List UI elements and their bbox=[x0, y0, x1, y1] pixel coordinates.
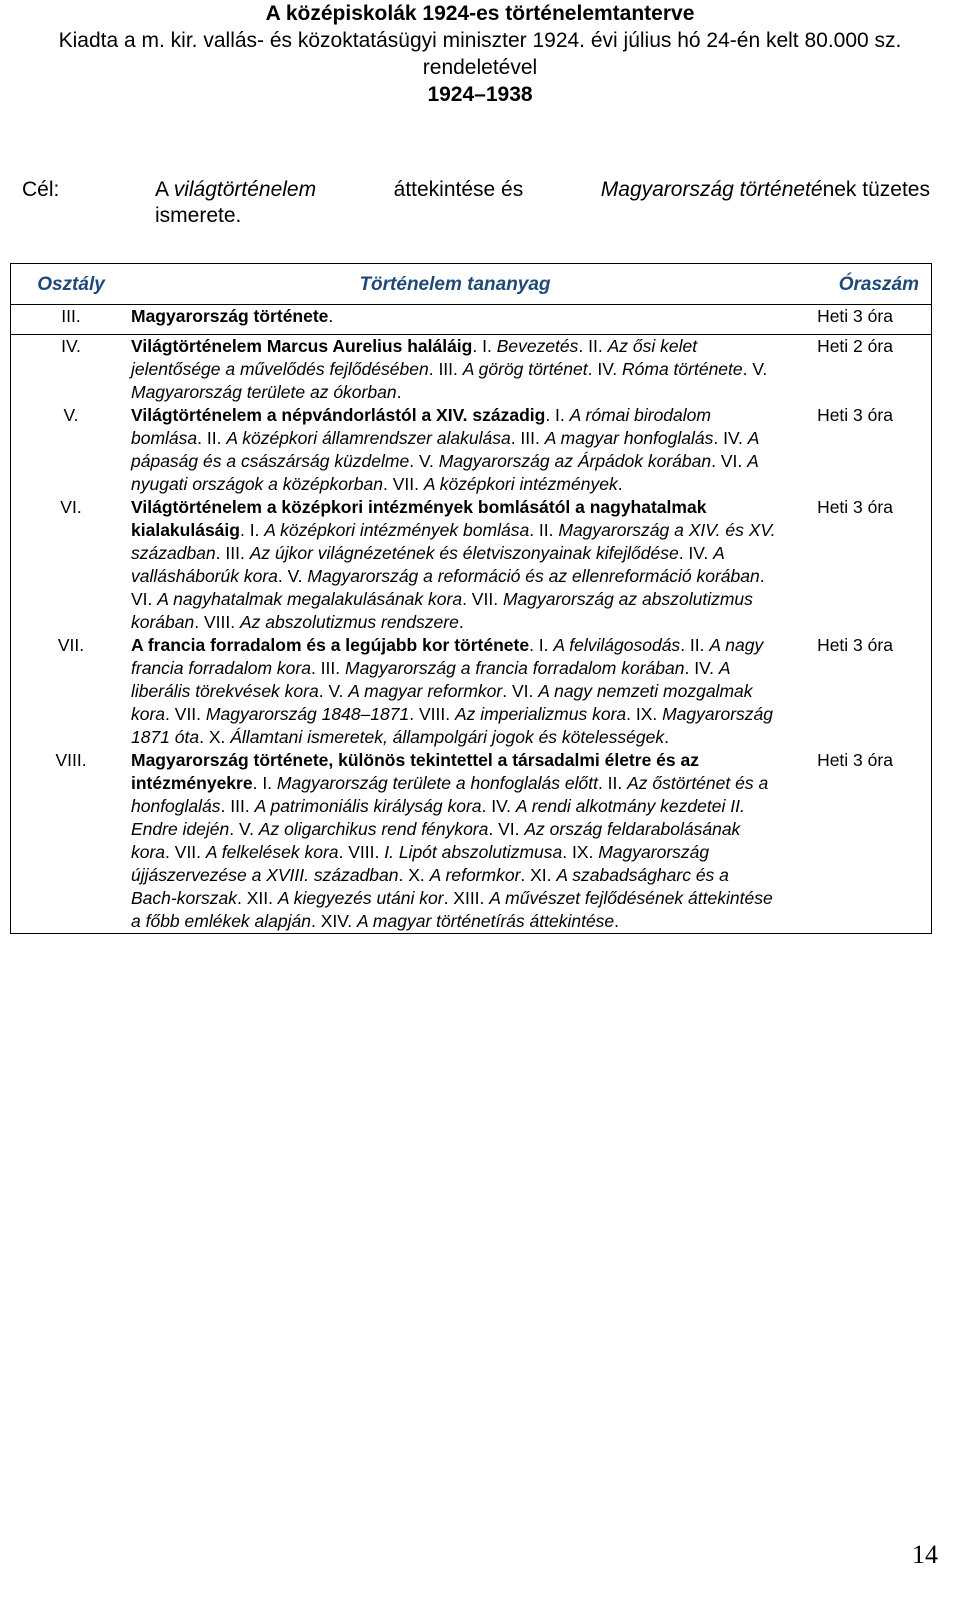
content-cell bbox=[131, 749, 779, 934]
goal-text bbox=[155, 177, 930, 229]
topic-title: Világtörténelem a középkori intézmények bomlásától a nagyhatalmak kialakulásáig bbox=[131, 497, 707, 540]
table-row bbox=[11, 749, 932, 934]
subtopic: Magyarország a francia forradalom korában bbox=[345, 658, 685, 678]
document-title: A középiskolák 1924-es történelemtanterve bbox=[265, 2, 695, 25]
subtopic: Róma története bbox=[622, 359, 743, 379]
table-row bbox=[11, 496, 932, 634]
subtopic-number: . II. bbox=[578, 336, 608, 356]
goal-a: A bbox=[155, 178, 174, 201]
content-cell bbox=[131, 404, 779, 496]
topic-title: Magyarország története, különös tekintettel a társadalmi életre és az intézményekre bbox=[131, 750, 699, 793]
subtopic-number: . III. bbox=[428, 359, 463, 379]
publication-line: Kiadta a m. kir. vallás- és közoktatásügyi miniszter 1924. évi július hó 24-én kelt 80.000 sz. bbox=[58, 29, 902, 52]
subtopic: A római birodalom bomlása bbox=[131, 405, 711, 448]
subtopic: Magyarország újjászervezése a XVIII. században bbox=[131, 842, 710, 885]
header-content: Történelem tananyag bbox=[131, 264, 779, 305]
subtopic: A rendi alkotmány kezdetei II. Endre idején bbox=[131, 796, 745, 839]
subtopic-number: . V. bbox=[229, 819, 259, 839]
class-cell: VI. bbox=[60, 497, 82, 517]
topic-sep: . bbox=[328, 306, 334, 326]
subtopic-number: . II. bbox=[197, 428, 227, 448]
header-class: Osztály bbox=[11, 264, 132, 305]
subtopic: Államtani ismeretek, állampolgári jogok és kötelességek bbox=[230, 727, 665, 747]
table-row bbox=[11, 404, 932, 496]
subtopic-number: . III. bbox=[510, 428, 545, 448]
subtopic: A vallásháborúk kora bbox=[131, 543, 725, 586]
subtopic-number: . V. bbox=[742, 359, 768, 379]
subtopic: A magyar honfoglalás bbox=[544, 428, 714, 448]
subtopic-number: . II. bbox=[597, 773, 628, 793]
subtopic: A felvilágosodás bbox=[553, 635, 681, 655]
subtopic-number: . IV. bbox=[713, 428, 748, 448]
subtopic: Az újkor világnézetének és életviszonyainak kifejlődése bbox=[249, 543, 679, 563]
page-number: 14 bbox=[912, 1540, 938, 1569]
topic-title: Világtörténelem a népvándorlástól a XIV. századig bbox=[131, 405, 546, 425]
subtopic: A reformkor bbox=[429, 865, 521, 885]
subtopic-number: . VI. bbox=[131, 566, 765, 609]
subtopic: Az ország feldarabolásának kora bbox=[131, 819, 741, 862]
subtopic: A nagyhatalmak megalakulásának kora bbox=[157, 589, 463, 609]
goal-label: Cél: bbox=[22, 178, 60, 201]
content-cell bbox=[131, 496, 779, 634]
subtopic-number: . IV. bbox=[481, 796, 516, 816]
validity-years: 1924–1938 bbox=[427, 83, 533, 106]
subtopic: A középkori intézmények bbox=[423, 474, 618, 494]
subtopic-number: . XIII. bbox=[443, 888, 490, 908]
class-cell: V. bbox=[63, 405, 79, 425]
subtopic-number: . IV. bbox=[684, 658, 719, 678]
subtopic: A szabadságharc és a Bach-korszak bbox=[131, 865, 729, 908]
document-header bbox=[0, 0, 960, 108]
subtopic: Magyarország 1871 óta bbox=[131, 704, 773, 747]
subtopic: Magyarország területe a honfoglalás előtt bbox=[276, 773, 598, 793]
publication-line-cont: rendeletével bbox=[422, 56, 538, 79]
subtopic: A magyar reformkor bbox=[348, 681, 503, 701]
subtopic: A nagy nemzeti mozgalmak kora bbox=[131, 681, 753, 724]
hours-cell: Heti 3 óra bbox=[779, 305, 932, 335]
subtopic-number: . VI. bbox=[488, 819, 525, 839]
subtopic-number: . XIV. bbox=[310, 911, 358, 931]
content-cell bbox=[131, 335, 779, 405]
goal-detailed: nek tüzetes bbox=[822, 178, 930, 201]
subtopic: Az őstörténet és a honfoglalás bbox=[131, 773, 769, 816]
subtopic-number: . VI. bbox=[711, 451, 748, 471]
subtopic-number: . VIII. bbox=[338, 842, 385, 862]
goal-world-history: világtörténelem bbox=[173, 178, 317, 201]
subtopic-number: . II. bbox=[680, 635, 710, 655]
topic-sep: . I. bbox=[239, 520, 265, 540]
content-cell bbox=[131, 305, 779, 335]
subtopic-number: . XII. bbox=[237, 888, 278, 908]
subtopic: Magyarország a reformáció és az ellenreformáció korában bbox=[307, 566, 760, 586]
class-cell: IV. bbox=[61, 336, 81, 356]
subtopic: Az imperializmus kora bbox=[454, 704, 627, 724]
subtopic: I. Lipót abszolutizmusa bbox=[384, 842, 563, 862]
topic-title: A francia forradalom és a legújabb kor története bbox=[131, 635, 530, 655]
subtopic: Az abszolutizmus rendszere bbox=[239, 612, 459, 632]
subtopic-number: . IX. bbox=[562, 842, 599, 862]
topic-sep: . I. bbox=[472, 336, 497, 356]
subtopic-number: . VIII. bbox=[194, 612, 240, 632]
hours-cell: Heti 2 óra bbox=[817, 336, 893, 356]
class-cell: VII. bbox=[57, 635, 85, 655]
subtopic-number: . IV. bbox=[678, 543, 714, 563]
subtopic-number: . III. bbox=[220, 796, 255, 816]
subtopic: A középkori intézmények bomlása bbox=[264, 520, 530, 540]
subtopic: A görög történet bbox=[462, 359, 588, 379]
subtopic: A művészet fejlődésének áttekintése a főbb emlékek alapján bbox=[131, 888, 773, 931]
subtopic-number: . VIII. bbox=[409, 704, 455, 724]
subtopic-number: . bbox=[617, 474, 623, 494]
subtopic-number: . VI. bbox=[502, 681, 539, 701]
subtopic: Az oligarchikus rend fénykora bbox=[258, 819, 489, 839]
table-row bbox=[11, 634, 932, 749]
subtopic: A nyugati országok a középkorban bbox=[131, 451, 759, 494]
topic-title: Magyarország története bbox=[131, 306, 329, 326]
subtopic: Magyarország 1848–1871 bbox=[205, 704, 410, 724]
subtopic: Magyarország az abszolutizmus korában bbox=[131, 589, 753, 632]
hours-cell: Heti 3 óra bbox=[817, 635, 893, 655]
table-row bbox=[11, 305, 932, 335]
subtopic-number: . II. bbox=[529, 520, 559, 540]
subtopic: A magyar történetírás áttekintése bbox=[357, 911, 615, 931]
subtopic-number: . XI. bbox=[520, 865, 557, 885]
subtopic-number: . III. bbox=[310, 658, 345, 678]
content-cell bbox=[131, 634, 779, 749]
class-cell: VIII. bbox=[55, 750, 87, 770]
topic-title: Világtörténelem Marcus Aurelius haláláig bbox=[131, 336, 473, 356]
hours-cell: Heti 3 óra bbox=[817, 750, 893, 770]
class-cell: III. bbox=[11, 305, 132, 335]
subtopic-number: . V. bbox=[318, 681, 349, 701]
subtopic-number: . bbox=[614, 911, 620, 931]
subtopic: A patrimoniális királyság kora bbox=[254, 796, 482, 816]
subtopic: A középkori államrendszer alakulása bbox=[226, 428, 511, 448]
subtopic-number: . IX. bbox=[626, 704, 663, 724]
subtopic-number: . X. bbox=[199, 727, 231, 747]
subtopic-number: . bbox=[396, 382, 402, 402]
table-row bbox=[11, 335, 932, 405]
subtopic: A kiegyezés utáni kor bbox=[277, 888, 444, 908]
header-hours: Óraszám bbox=[779, 264, 932, 305]
subtopic-number: . III. bbox=[215, 543, 250, 563]
topic-sep: . I. bbox=[529, 635, 554, 655]
subtopic: A nagy francia forradalom kora bbox=[131, 635, 764, 678]
hours-cell: Heti 3 óra bbox=[817, 405, 893, 425]
curriculum-table bbox=[10, 263, 932, 934]
subtopic-number: . bbox=[664, 727, 669, 747]
subtopic: A pápaság és a császárság küzdelme bbox=[131, 428, 759, 471]
subtopic-number: . VII. bbox=[382, 474, 424, 494]
goal-overview: áttekintése és bbox=[393, 178, 524, 201]
subtopic-number: . V. bbox=[277, 566, 308, 586]
subtopic-number: . VII. bbox=[462, 589, 503, 609]
subtopic: Magyarország területe az ókorban bbox=[131, 382, 397, 402]
table-header-row bbox=[11, 264, 932, 305]
subtopic-number: . VII. bbox=[165, 704, 206, 724]
subtopic: Magyarország a XIV. és XV. században bbox=[131, 520, 776, 563]
subtopic-number: . bbox=[458, 612, 464, 632]
subtopic-number: . V. bbox=[409, 451, 439, 471]
goal-knowledge: ismerete. bbox=[155, 204, 242, 227]
topic-sep: . I. bbox=[545, 405, 570, 425]
hours-cell: Heti 3 óra bbox=[817, 497, 893, 517]
subtopic: A felkelések kora bbox=[205, 842, 339, 862]
subtopic: Magyarország az Árpádok korában bbox=[438, 451, 712, 471]
topic-sep: . I. bbox=[252, 773, 277, 793]
subtopic-number: . VII. bbox=[165, 842, 206, 862]
subtopic-number: . IV. bbox=[587, 359, 623, 379]
goal-hungary-history: Magyarország történeté bbox=[600, 178, 823, 201]
subtopic-number: . X. bbox=[398, 865, 430, 885]
subtopic: Az ősi kelet jelentősége a művelődés fejlődésében bbox=[131, 336, 698, 379]
subtopic: A liberális törekvések kora bbox=[131, 658, 730, 701]
subtopic: Bevezetés bbox=[496, 336, 579, 356]
